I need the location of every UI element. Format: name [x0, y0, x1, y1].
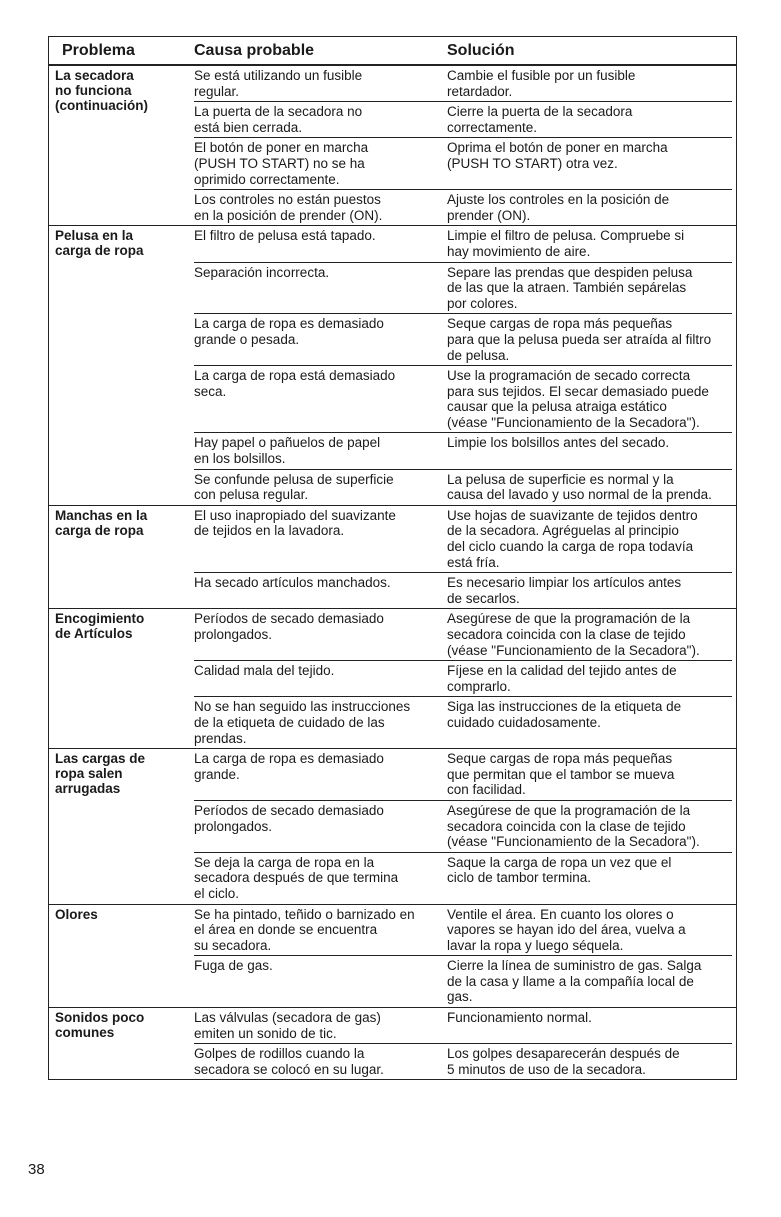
cause-cell: Calidad mala del tejido.	[194, 663, 335, 679]
problem-title: Pelusa en la carga de ropa	[55, 228, 144, 259]
table-row	[194, 572, 732, 608]
page-number: 38	[28, 1161, 45, 1178]
cause-cell: Se deja la carga de ropa en la secadora después de que termina el ciclo.	[194, 854, 399, 901]
solution-cell: Ventile el área. En cuanto los olores o vapores se hayan ido del área, vuelva a lavar la ropa y luego séquela.	[447, 906, 686, 953]
solution-cell: Saque la carga de ropa un vez que el ciclo de tambor termina.	[447, 854, 672, 886]
solution-cell: Seque cargas de ropa más pequeñas para que la pelusa pueda ser atraída al filtro de pelusa.	[447, 316, 712, 363]
cause-cell: El filtro de pelusa está tapado.	[194, 228, 376, 244]
cause-cell: Se está utilizando un fusible regular.	[194, 68, 363, 99]
solution-cell: Use la programación de secado correcta para sus tejidos. El secar demasiado puede causar que la pelusa atraiga estático (véase "Funcionamiento de la Secadora").	[447, 368, 709, 430]
cause-cell: La carga de ropa está demasiado seca.	[194, 368, 396, 399]
table-row	[194, 189, 732, 225]
cause-cell: Se ha pintado, teñido o barnizado en el área en donde se encuentra su secadora.	[194, 906, 415, 953]
table-row	[194, 226, 732, 261]
table-row	[194, 696, 732, 748]
problem-title: Las cargas de ropa salen arrugadas	[55, 751, 146, 797]
problem-title: Olores	[55, 906, 98, 922]
solution-cell: Limpie el filtro de pelusa. Compruebe si hay movimiento de aire.	[447, 228, 685, 259]
cause-solution-rows	[194, 506, 736, 609]
solution-cell: Oprima el botón de poner en marcha (PUSH TO START) otra vez.	[447, 140, 668, 171]
cause-cell: Fuga de gas.	[194, 958, 273, 974]
solution-cell: La pelusa de superficie es normal y la causa del lavado y uso normal de la prenda.	[447, 471, 712, 503]
table-row	[194, 905, 732, 956]
solution-cell: Los golpes desaparecerán después de 5 minutos de uso de la secadora.	[447, 1046, 680, 1077]
problem-title: Manchas en la carga de ropa	[55, 507, 148, 538]
solution-cell: Siga las instrucciones de la etiqueta de cuidado cuidadosamente.	[447, 699, 682, 730]
table-row	[194, 469, 732, 505]
table-row	[194, 313, 732, 365]
solution-cell: Cierre la puerta de la secadora correctamente.	[447, 104, 633, 135]
solution-cell: Use hojas de suavizante de tejidos dentro de la secadora. Agréguelas al principio del ciclo cuando la carga de ropa todavía está fría.	[447, 507, 698, 570]
problem-section	[49, 1007, 736, 1079]
solution-cell: Es necesario limpiar los artículos antes de secarlos.	[447, 575, 682, 606]
solution-cell: Cierre la línea de suministro de gas. Salga de la casa y llame a la compañía local de gas.	[447, 958, 702, 1005]
table-row	[194, 262, 732, 314]
solution-cell: Separe las prendas que despiden pelusa de las que la atraen. También sepárelas por colores.	[447, 264, 693, 311]
cause-cell: El uso inapropiado del suavizante de tejidos en la lavadora.	[194, 507, 396, 539]
table-row	[194, 852, 732, 904]
solution-cell: Fíjese en la calidad del tejido antes de comprarlo.	[447, 663, 677, 694]
table-header	[49, 37, 736, 66]
table-row	[194, 955, 732, 1007]
table-row	[194, 66, 732, 101]
cause-solution-rows	[194, 226, 736, 505]
table-row	[194, 1008, 732, 1043]
problem-section	[49, 505, 736, 609]
cause-cell: Las válvulas (secadora de gas) emiten un sonido de tic.	[194, 1010, 381, 1041]
problem-section	[49, 904, 736, 1008]
solution-cell: Ajuste los controles en la posición de prender (ON).	[447, 192, 670, 223]
cause-solution-rows	[194, 905, 736, 1008]
cause-cell: Hay papel o pañuelos de papel en los bolsillos.	[194, 435, 381, 467]
table-row	[194, 101, 732, 137]
cause-cell: La puerta de la secadora no está bien cerrada.	[194, 104, 363, 135]
cause-cell: No se han seguido las instrucciones de la etiqueta de cuidado de las prendas.	[194, 699, 411, 746]
solution-cell: Seque cargas de ropa más pequeñas que permitan que el tambor se mueva con facilidad.	[447, 751, 675, 798]
cause-cell: La carga de ropa es demasiado grande o pesada.	[194, 316, 384, 347]
cause-solution-rows	[194, 609, 736, 748]
cause-solution-rows	[194, 66, 736, 225]
problem-section	[49, 748, 736, 903]
solution-cell: Asegúrese de que la programación de la secadora coincida con la clase de tejido (véase "Funcionamiento de la Secadora").	[447, 802, 700, 850]
cause-cell: Períodos de secado demasiado prolongados.	[194, 611, 384, 642]
cause-cell: Períodos de secado demasiado prolongados.	[194, 802, 384, 834]
table-row	[194, 1043, 732, 1079]
troubleshooting-table	[48, 36, 737, 1080]
cause-cell: Se confunde pelusa de superficie con pelusa regular.	[194, 471, 394, 503]
solution-cell: Funcionamiento normal.	[447, 1010, 592, 1026]
cause-cell: La carga de ropa es demasiado grande.	[194, 751, 384, 782]
cause-cell: Golpes de rodillos cuando la secadora se colocó en su lugar.	[194, 1046, 384, 1077]
table-row	[194, 660, 732, 696]
table-row	[194, 609, 732, 660]
solution-cell: Cambie el fusible por un fusible retardador.	[447, 68, 636, 99]
cause-cell: Los controles no están puestos en la posición de prender (ON).	[194, 192, 383, 223]
header-cause: Causa probable	[194, 41, 315, 59]
table-row	[194, 749, 732, 800]
cause-cell: Ha secado artículos manchados.	[194, 575, 391, 591]
table-row	[194, 800, 732, 852]
problem-title: Sonidos poco comunes	[55, 1010, 145, 1041]
table-row	[194, 506, 732, 572]
table-body	[49, 66, 736, 1079]
header-solution: Solución	[447, 41, 515, 59]
solution-cell: Asegúrese de que la programación de la secadora coincida con la clase de tejido (véase "Funcionamiento de la Secadora").	[447, 611, 700, 658]
table-row	[194, 365, 732, 432]
problem-title: Encogimiento de Artículos	[55, 611, 145, 642]
cause-cell: Separación incorrecta.	[194, 264, 330, 280]
problem-section	[49, 225, 736, 505]
problem-section	[49, 66, 736, 225]
problem-section	[49, 608, 736, 748]
cause-cell: El botón de poner en marcha (PUSH TO START) no se ha oprimido correctamente.	[194, 140, 369, 187]
table-row	[194, 432, 732, 468]
solution-cell: Limpie los bolsillos antes del secado.	[447, 435, 670, 451]
problem-title: La secadora no funciona (continuación)	[55, 68, 148, 113]
header-problem: Problema	[62, 41, 135, 59]
table-row	[194, 137, 732, 189]
cause-solution-rows	[194, 1008, 736, 1079]
cause-solution-rows	[194, 749, 736, 903]
